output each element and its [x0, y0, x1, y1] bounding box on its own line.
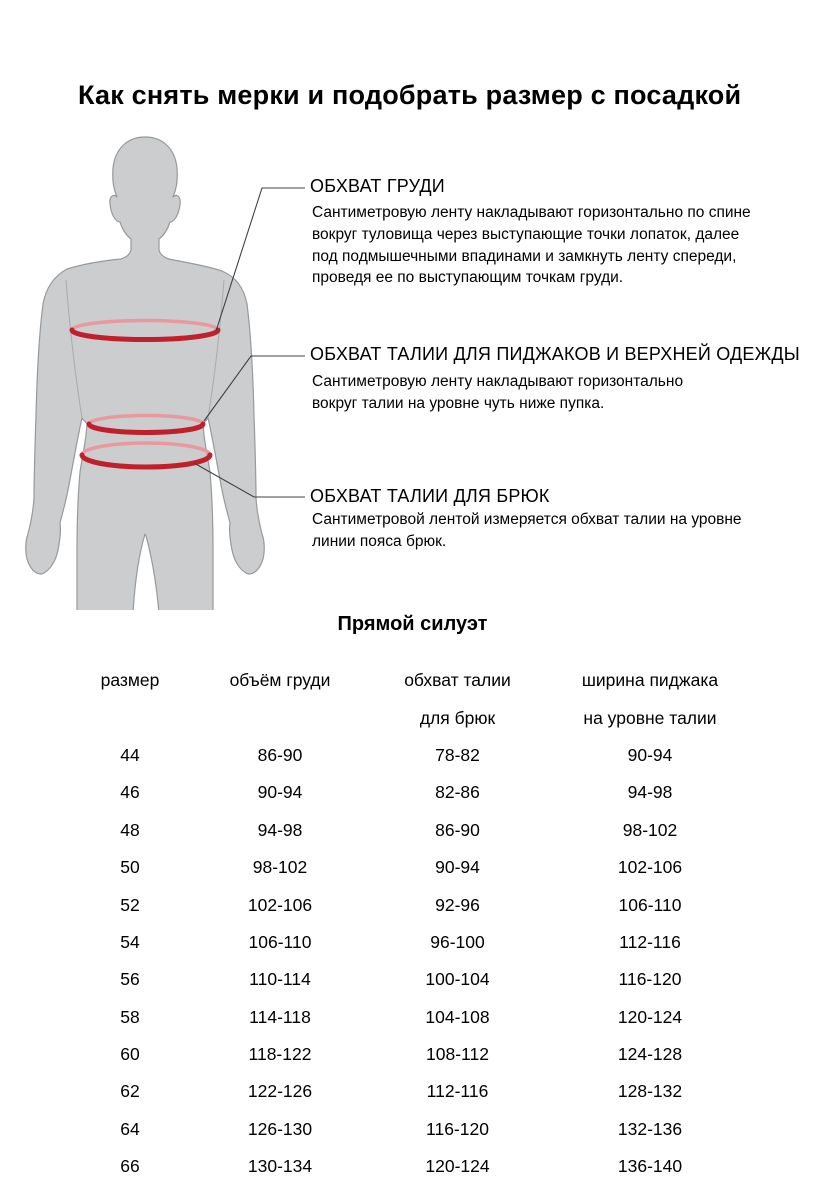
- size-table: [85, 662, 770, 1185]
- measurement-description-jacket-waist: Сантиметровую ленту накладывают горизонтально вокруг талии на уровне чуть ниже пупка.: [312, 373, 684, 412]
- table-cell: 98-102: [622, 819, 678, 840]
- table-row: [85, 1148, 770, 1185]
- table-cell: 60: [120, 1044, 140, 1065]
- page-title: Как снять мерки и подобрать размер с посадкой: [78, 80, 742, 110]
- table-cell: 102-106: [617, 857, 683, 878]
- table-cell: 116-120: [618, 969, 682, 990]
- table-cell: 110-114: [249, 969, 311, 990]
- table-row: [85, 812, 770, 849]
- table-cell: 44: [120, 744, 140, 765]
- table-header-cell: размер: [100, 670, 160, 691]
- table-row: [85, 737, 770, 774]
- table-cell: 136-140: [617, 1156, 683, 1177]
- table-cell: 66: [120, 1156, 140, 1177]
- table-header-cell: на уровне талии: [583, 707, 717, 728]
- table-cell: 94-98: [257, 819, 303, 840]
- table-header-cell: ширина пиджака: [581, 670, 719, 691]
- table-cell: 78-82: [435, 744, 480, 765]
- table-cell: 128-132: [617, 1081, 683, 1102]
- table-row: [85, 1111, 770, 1148]
- size-table-title: Прямой силуэт: [337, 613, 488, 635]
- table-row: [85, 924, 770, 961]
- table-cell: 108-112: [426, 1044, 489, 1065]
- table-cell: 82-86: [435, 782, 480, 803]
- table-cell: 52: [120, 894, 140, 915]
- table-header-row: [85, 662, 770, 699]
- table-header-row: [85, 699, 770, 736]
- table-cell: 122-126: [247, 1081, 313, 1102]
- table-cell: 130-134: [247, 1156, 313, 1177]
- table-cell: 112-116: [426, 1081, 489, 1102]
- table-row: [85, 1036, 770, 1073]
- table-cell: 54: [120, 931, 140, 952]
- table-cell: 98-102: [252, 857, 308, 878]
- table-cell: 120-124: [425, 1156, 490, 1177]
- table-cell: 46: [120, 782, 140, 803]
- table-cell: 120-124: [617, 1006, 683, 1027]
- table-cell: 90-94: [435, 857, 480, 878]
- table-cell: 94-98: [627, 782, 673, 803]
- table-cell: 116-120: [426, 1118, 489, 1139]
- table-cell: 58: [120, 1006, 140, 1027]
- table-cell: 90-94: [627, 744, 673, 765]
- table-cell: 48: [120, 819, 140, 840]
- table-cell: 62: [120, 1081, 140, 1102]
- table-cell: 112-116: [619, 931, 681, 952]
- measurement-label-trousers-waist: ОБХВАТ ТАЛИИ ДЛЯ БРЮК: [310, 486, 550, 506]
- table-row: [85, 999, 770, 1036]
- table-cell: 96-100: [430, 931, 485, 952]
- table-row: [85, 1073, 770, 1110]
- table-cell: 132-136: [617, 1118, 683, 1139]
- table-cell: 106-110: [618, 894, 682, 915]
- table-row: [85, 961, 770, 998]
- table-row: [85, 886, 770, 923]
- table-row: [85, 849, 770, 886]
- table-cell: 126-130: [247, 1118, 313, 1139]
- table-cell: 56: [120, 969, 140, 990]
- body-measurement-figure: [20, 130, 320, 610]
- table-header-cell: для брюк: [419, 707, 496, 728]
- table-cell: 124-128: [617, 1044, 683, 1065]
- table-header-cell: обхват талии: [404, 670, 511, 691]
- table-cell: 86-90: [257, 744, 303, 765]
- table-row: [85, 774, 770, 811]
- table-header-cell: объём груди: [229, 670, 331, 691]
- table-cell: 90-94: [257, 782, 303, 803]
- table-cell: 118-122: [248, 1044, 312, 1065]
- table-cell: 86-90: [435, 819, 480, 840]
- body-silhouette: [26, 137, 265, 610]
- table-cell: 100-104: [425, 969, 490, 990]
- table-cell: 92-96: [435, 894, 480, 915]
- table-cell: 104-108: [425, 1006, 490, 1027]
- table-cell: 102-106: [247, 894, 313, 915]
- table-cell: 114-118: [249, 1006, 311, 1027]
- measurement-label-chest: ОБХВАТ ГРУДИ: [310, 176, 445, 196]
- measurement-description-trousers-waist: Сантиметровой лентой измеряется обхват талии на уровне линии пояса брюк.: [312, 511, 742, 550]
- table-cell: 50: [120, 857, 140, 878]
- measurement-label-jacket-waist: ОБХВАТ ТАЛИИ ДЛЯ ПИДЖАКОВ И ВЕРХНЕЙ ОДЕЖДЫ: [310, 344, 800, 364]
- table-cell: 106-110: [248, 931, 312, 952]
- measurement-description-chest: Сантиметровую ленту накладывают горизонтально по спине вокруг туловища через выступающие точки лопаток, далее под подмышечными впадинами и замкнуть ленту спереди, проведя ее по выступающим точкам груди.: [312, 204, 751, 287]
- table-cell: 64: [120, 1118, 140, 1139]
